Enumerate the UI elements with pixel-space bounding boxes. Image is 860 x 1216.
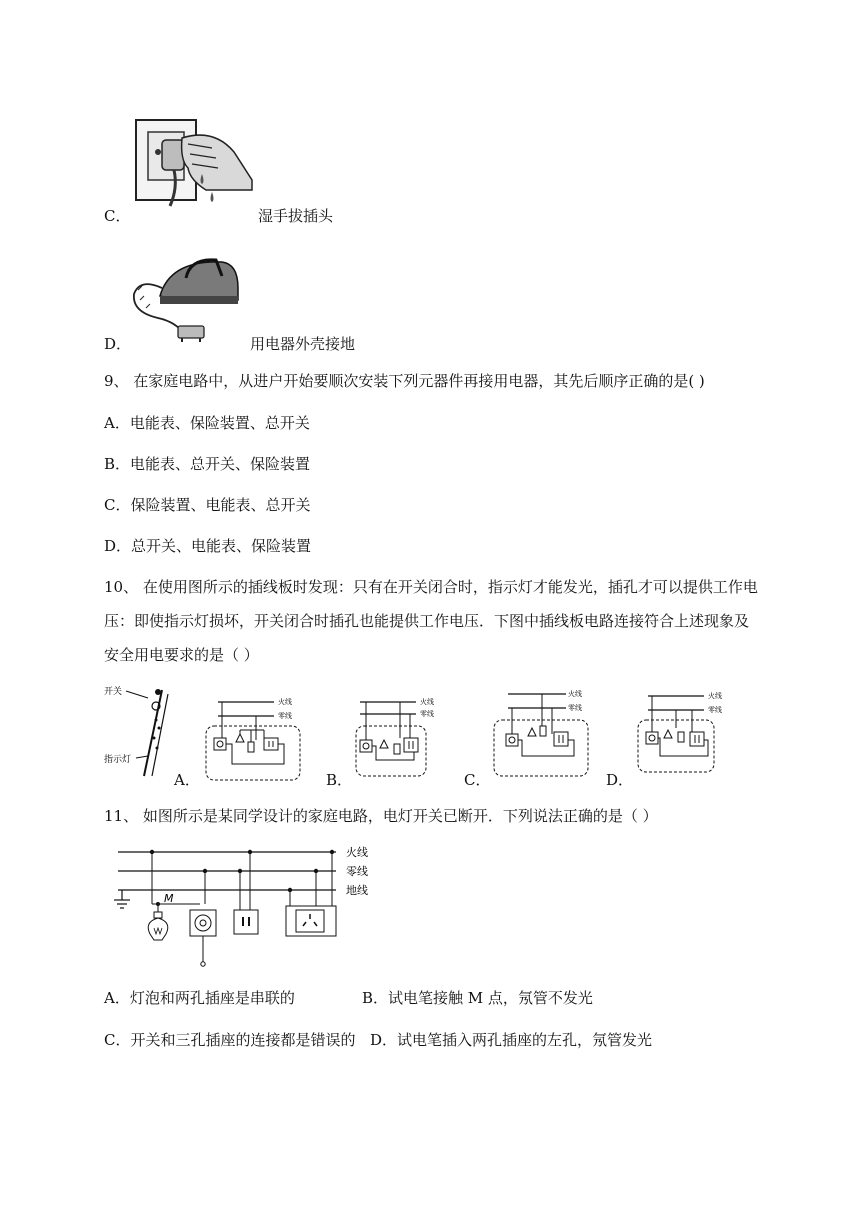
- option-c-letter: C．: [104, 207, 131, 225]
- power-strip-figure: [104, 684, 174, 780]
- svg-text:火线: 火线: [278, 698, 292, 706]
- svg-text:火线: 火线: [346, 846, 368, 859]
- svg-text:零线: 零线: [708, 706, 722, 714]
- q10-option-c-label: C．: [464, 771, 491, 789]
- svg-text:零线: 零线: [278, 712, 292, 720]
- q9-option-c: C．保险装置、电能表、总开关: [104, 496, 311, 514]
- svg-text:零线: 零线: [420, 710, 434, 718]
- q9-option-a: A．电能表、保险装置、总开关: [104, 414, 310, 432]
- q11-option-c: C．开关和三孔插座的连接都是错误的: [104, 1031, 356, 1049]
- q10-stem-line1: 10、 在使用图所示的插线板时发现：只有在开关闭合时，指示灯才能发光，插孔才可以提供工作电: [104, 578, 758, 596]
- q10-option-d-label: D．: [606, 771, 634, 789]
- svg-text:火线: 火线: [708, 692, 722, 700]
- svg-text:地线: 地线: [346, 884, 368, 897]
- q9-option-d: D．总开关、电能表、保险装置: [104, 537, 312, 555]
- q10-circuit-c: [492, 688, 592, 780]
- q10-option-a-label: A．: [174, 771, 200, 789]
- svg-text:火线: 火线: [420, 698, 434, 706]
- svg-text:指示灯: 指示灯: [104, 755, 132, 765]
- svg-text:零线: 零线: [568, 704, 582, 712]
- q10-option-b-label: B．: [326, 771, 353, 789]
- q11-option-a: A．灯泡和两孔插座是串联的: [104, 989, 295, 1007]
- q10-stem-line3: 安全用电要求的是（ ）: [104, 646, 259, 664]
- q11-option-b: B．试电笔接触 M 点，氖管不发光: [362, 989, 593, 1007]
- q10-stem-line2: 压：即使指示灯损坏，开关闭合时插孔也能提供工作电压．下图中插线板电路连接符合上述现象及: [104, 612, 750, 630]
- q11-household-circuit: [110, 842, 380, 970]
- q9-option-b: B．电能表、总开关、保险装置: [104, 455, 311, 473]
- option-d-caption: 用电器外壳接地: [250, 335, 356, 353]
- q11-option-d: D．试电笔插入两孔插座的左孔，氖管发光: [370, 1031, 653, 1049]
- q10-circuit-d: [636, 688, 732, 780]
- option-d-letter: D．: [104, 335, 132, 353]
- iron-grounded-image: [130, 248, 244, 342]
- svg-text:M: M: [164, 892, 174, 905]
- svg-text:零线: 零线: [346, 865, 368, 878]
- q9-stem: 9、 在家庭电路中，从进户开始要顺次安装下列元器件再接用电器，其先后顺序正确的是( ): [104, 372, 705, 390]
- wet-hand-plug-image: [134, 118, 260, 210]
- svg-text:开关: 开关: [104, 687, 123, 697]
- q10-circuit-b: [354, 694, 452, 782]
- option-c-caption: 湿手拔插头: [258, 207, 334, 225]
- svg-text:火线: 火线: [568, 690, 582, 698]
- q10-circuit-a: [204, 694, 302, 782]
- q11-stem: 11、 如图所示是某同学设计的家庭电路，电灯开关已断开．下列说法正确的是（ ）: [104, 807, 658, 825]
